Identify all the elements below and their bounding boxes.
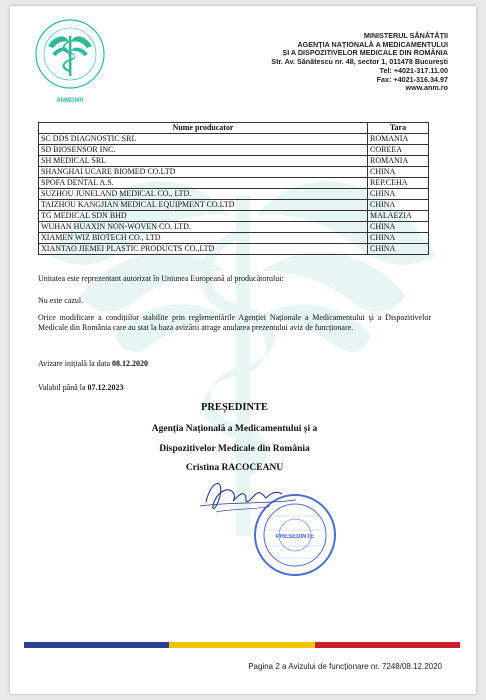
president-title: PREȘEDINTE	[200, 402, 269, 413]
agency-header	[148, 32, 448, 93]
country-cell: CHINA	[368, 167, 429, 178]
agency-website: www.anm.ro	[405, 83, 448, 93]
column-header-country: Tara	[368, 123, 429, 134]
agency-emblem-watermark	[10, 6, 476, 694]
document-page	[10, 6, 476, 694]
producers-table	[38, 122, 429, 255]
logo-acronym: ANMDMR	[56, 98, 84, 104]
not-applicable-text: Nu este cazul.	[38, 296, 84, 305]
modifications-paragraph: Orice modificare a condițiilor stabilite prin reglementările Agenției Naționale a Medicamentului și a Dispozitivelor Medicale din România care au stat la baza avizării atrage anularea prezentului aviz de funcționare.	[38, 313, 431, 332]
agency-address: Str. Av. Sănătescu nr. 48, sector 1, 011478 București	[271, 57, 448, 67]
table-row	[39, 211, 429, 222]
table-body	[39, 134, 429, 255]
initial-authorization-line	[38, 359, 431, 369]
country-cell: CHINA	[368, 233, 429, 244]
validity-label: Valabil până la	[38, 383, 86, 392]
table-row	[39, 134, 429, 145]
table-row	[39, 233, 429, 244]
table-row	[39, 145, 429, 156]
agency-logo	[32, 12, 108, 108]
representative-statement: Unitatea este reprezentant autorizat în Uniunea Europeană al producătorului:	[38, 274, 284, 283]
page-footer: Pagina 2 a Avizului de funcționare nr. 7248/08.12.2020	[248, 662, 442, 671]
country-cell: CHINA	[368, 222, 429, 233]
table-row	[39, 222, 429, 233]
producer-name-cell: SD BIOSENSOR INC.	[39, 145, 368, 156]
table-row	[39, 178, 429, 189]
producer-name-cell: WUHAN HUAXIN NON-WOVEN CO. LTD.	[39, 222, 368, 233]
table-row	[39, 200, 429, 211]
country-cell: MALAEZIA	[368, 211, 429, 222]
column-header-producer: Nume producator	[39, 123, 368, 134]
table-row	[39, 189, 429, 200]
table-header-row	[39, 123, 429, 134]
official-stamp	[250, 490, 340, 580]
producer-name-cell: SC DDS DIAGNOSTIC SRL	[39, 134, 368, 145]
producer-name-cell: XIAMEN WIZ BIOTECH CO., LTD	[39, 233, 368, 244]
country-cell: CHINA	[368, 200, 429, 211]
initial-authorization-date: 08.12.2020	[112, 359, 149, 368]
flag-blue-stripe	[24, 642, 169, 648]
agency-name-line1: AGENȚIA NAȚIONALĂ A MEDICAMENTULUI	[297, 39, 448, 49]
agency-fax: Fax: +4021-316.34.97	[376, 74, 448, 84]
table-row	[39, 244, 429, 255]
stamp-text: PREȘEDINTE	[275, 534, 315, 540]
table-row	[39, 156, 429, 167]
country-cell: COREEA	[368, 145, 429, 156]
country-cell: CHINA	[368, 189, 429, 200]
agency-name-line2: ȘI A DISPOZITIVELOR MEDICALE DIN ROMÂNIA	[282, 48, 448, 58]
country-cell: ROMANIA	[368, 134, 429, 145]
producer-name-cell: SH MEDICAL SRL	[39, 156, 368, 167]
signature-agency-line1: Agenția Națională a Medicamentului și a	[151, 424, 318, 434]
producer-name-cell: TAIZHOU KANGJIAN MEDICAL EQUIPMENT CO.LTD	[39, 200, 368, 211]
country-cell: ROMANIA	[368, 156, 429, 167]
agency-phone: Tel: +4021-317.11.00	[379, 65, 448, 75]
producer-name-cell: XIANTAO JIEMEI PLASTIC PRODUCTS CO.,LTD	[39, 244, 368, 255]
flag-color-bar	[24, 642, 460, 648]
country-cell: CHINA	[368, 244, 429, 255]
president-name: Cristina RACOCEANU	[185, 463, 284, 473]
validity-date: 07.12.2023	[87, 383, 124, 392]
signature-agency-line2: Dispozitivelor Medicale din România	[159, 444, 310, 454]
producer-name-cell: TG MEDICAL SDN BHD	[39, 211, 368, 222]
producer-name-cell: SUZHOU JUNELAND MEDICAL CO., LTD.	[39, 189, 368, 200]
initial-authorization-label: Avizare inițială la data	[38, 359, 111, 368]
country-cell: REP.CEHA	[368, 178, 429, 189]
producer-name-cell: SPOFA DENTAL A.S.	[39, 178, 368, 189]
validity-line	[38, 383, 431, 393]
flag-yellow-stripe	[169, 642, 314, 648]
producer-name-cell: SHANGHAI UCARE BIOMED CO.LTD	[39, 167, 368, 178]
flag-red-stripe	[315, 642, 460, 648]
table-row	[39, 167, 429, 178]
ministry-name: MINISTERUL SĂNĂTĂȚII	[363, 31, 448, 40]
